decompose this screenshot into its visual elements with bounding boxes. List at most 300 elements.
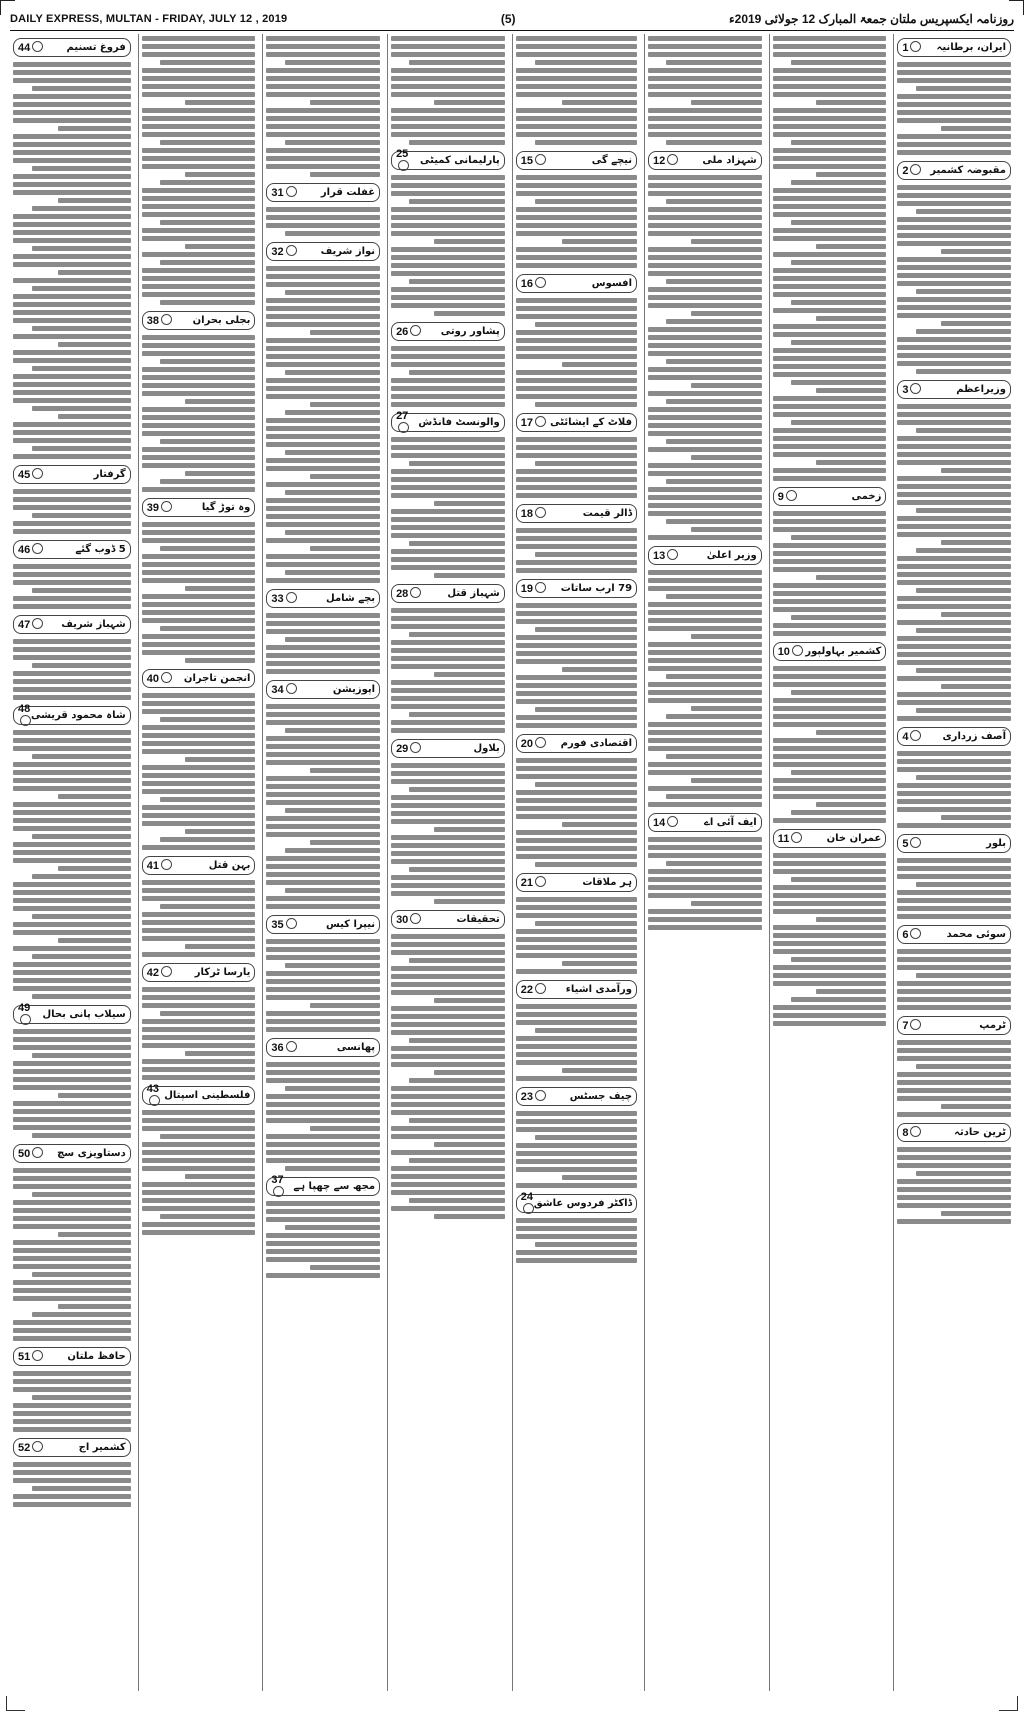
text-line <box>142 888 256 893</box>
text-line <box>773 925 887 930</box>
text-line <box>32 1133 131 1138</box>
text-line <box>13 986 131 991</box>
story-title: چیف جسٹس <box>569 1091 633 1102</box>
text-line <box>391 1022 505 1027</box>
text-line <box>773 519 887 524</box>
text-line <box>773 786 887 791</box>
text-line <box>391 378 505 383</box>
text-line <box>516 659 637 664</box>
text-line <box>434 1142 504 1147</box>
text-line <box>516 445 637 450</box>
story-title: ایران، برطانیہ <box>936 42 1006 53</box>
text-line <box>266 955 380 960</box>
text-line <box>32 914 131 919</box>
text-line <box>266 538 380 543</box>
text-line <box>142 1206 256 1211</box>
text-line <box>142 423 256 428</box>
text-line <box>897 313 1011 318</box>
text-line <box>391 346 505 351</box>
story-number: 48 <box>18 703 31 728</box>
story-body-text <box>897 749 1011 828</box>
text-line <box>897 604 1011 609</box>
text-line <box>666 714 761 719</box>
text-line <box>13 1328 131 1333</box>
text-line <box>897 353 1011 358</box>
text-line <box>13 695 131 700</box>
text-line <box>648 746 762 751</box>
text-line <box>516 394 637 399</box>
text-line <box>13 1502 131 1507</box>
text-line <box>13 142 131 147</box>
text-line <box>648 415 762 420</box>
text-line <box>13 1125 131 1130</box>
news-story <box>391 410 505 578</box>
text-line <box>773 869 887 874</box>
text-line <box>535 921 637 926</box>
text-line <box>58 126 131 131</box>
text-line <box>516 758 637 763</box>
text-line <box>266 736 380 741</box>
text-line <box>391 1006 505 1011</box>
text-line <box>666 399 761 404</box>
text-line <box>13 1037 131 1042</box>
text-line <box>897 500 1011 505</box>
text-line <box>516 1127 637 1132</box>
text-line <box>266 418 380 423</box>
text-line <box>516 370 637 375</box>
text-line <box>666 199 761 204</box>
story-title: وزیراعظم <box>956 384 1006 395</box>
text-line <box>32 286 131 291</box>
story-body-text <box>897 60 1011 155</box>
text-line <box>266 386 380 391</box>
text-line <box>516 1258 637 1263</box>
story-body-text <box>516 435 637 498</box>
story-number: 34 <box>271 683 296 696</box>
text-line <box>266 1102 380 1107</box>
text-line <box>516 108 637 113</box>
text-line <box>13 262 131 267</box>
text-line <box>516 528 637 533</box>
text-line <box>516 1159 637 1164</box>
news-story <box>516 579 637 728</box>
text-line <box>897 476 1011 481</box>
text-line <box>773 738 887 743</box>
text-line <box>13 1462 131 1467</box>
story-number: 25 <box>396 148 420 173</box>
text-line <box>773 901 887 906</box>
text-line <box>142 292 256 297</box>
text-line <box>897 1072 1011 1077</box>
text-line <box>142 391 256 396</box>
text-line <box>13 505 131 510</box>
text-line <box>516 798 637 803</box>
text-line <box>285 140 380 145</box>
text-line <box>648 535 762 540</box>
story-title: آصف زرداری <box>942 731 1006 742</box>
text-line <box>516 937 637 942</box>
text-line <box>160 300 255 305</box>
text-line <box>516 1218 637 1223</box>
text-line <box>285 570 380 575</box>
text-line <box>142 987 256 992</box>
text-line <box>516 651 637 656</box>
text-line <box>897 134 1011 139</box>
story-title: تحقیقات <box>456 914 500 925</box>
text-line <box>409 199 504 204</box>
news-story <box>142 1083 256 1235</box>
news-story <box>266 680 380 909</box>
text-line <box>648 271 762 276</box>
text-line <box>391 191 505 196</box>
story-number: 5 <box>902 837 921 850</box>
text-line <box>142 1182 256 1187</box>
text-line <box>142 618 256 623</box>
text-line <box>916 973 1011 978</box>
text-line <box>535 199 637 204</box>
text-line <box>409 1158 504 1163</box>
story-heading-box <box>266 1174 380 1196</box>
text-line <box>142 463 256 468</box>
story-heading-box <box>516 151 637 170</box>
text-line <box>897 225 1011 230</box>
text-line <box>391 990 505 995</box>
text-line <box>266 148 380 153</box>
story-body-text <box>773 509 887 636</box>
text-line <box>266 1273 380 1278</box>
text-line <box>32 1312 131 1317</box>
text-line <box>13 70 131 75</box>
text-line <box>58 270 131 275</box>
text-line <box>13 1478 131 1483</box>
text-line <box>142 538 256 543</box>
text-line <box>266 744 380 749</box>
text-line <box>897 823 1011 828</box>
story-heading-box <box>13 703 131 725</box>
text-line <box>391 485 505 490</box>
text-line <box>391 966 505 971</box>
text-line <box>916 775 1011 780</box>
story-body-text <box>897 183 1011 374</box>
text-line <box>32 326 131 331</box>
text-line <box>791 810 886 815</box>
text-line <box>13 134 131 139</box>
story-body-text <box>897 856 1011 919</box>
story-body-text <box>773 34 887 481</box>
text-line <box>266 354 380 359</box>
text-line <box>516 683 637 688</box>
text-line <box>391 942 505 947</box>
text-line <box>648 223 762 228</box>
text-line <box>13 850 131 855</box>
text-line <box>142 773 256 778</box>
text-line <box>409 1078 504 1083</box>
text-line <box>562 1175 637 1180</box>
story-body-text <box>648 34 762 145</box>
text-line <box>13 1109 131 1114</box>
text-line <box>13 1216 131 1221</box>
text-line <box>13 1379 131 1384</box>
story-body-text <box>266 34 380 177</box>
text-line <box>516 715 637 720</box>
story-heading-box <box>897 834 1011 853</box>
text-line <box>773 754 887 759</box>
story-heading-box <box>13 540 131 559</box>
text-line <box>535 1135 637 1140</box>
text-line <box>816 460 886 465</box>
text-line <box>185 244 255 249</box>
text-line <box>666 279 761 284</box>
text-line <box>391 52 505 57</box>
text-line <box>648 917 762 922</box>
story-title: دستاویزی سچ <box>57 1148 126 1159</box>
text-line <box>142 634 256 639</box>
text-line <box>310 474 380 479</box>
text-line <box>897 700 1011 705</box>
story-number: 43 <box>147 1083 164 1108</box>
text-line <box>391 557 505 562</box>
text-line <box>648 690 762 695</box>
text-line <box>13 679 131 684</box>
story-heading-box <box>516 734 637 753</box>
text-line <box>897 201 1011 206</box>
text-line <box>160 1011 255 1016</box>
story-heading-box <box>266 680 380 699</box>
text-line <box>897 997 1011 1002</box>
text-line <box>266 76 380 81</box>
text-line <box>648 602 762 607</box>
text-line <box>13 294 131 299</box>
text-line <box>160 220 255 225</box>
text-line <box>266 880 380 885</box>
text-line <box>142 813 256 818</box>
text-line <box>916 289 1011 294</box>
text-line <box>773 818 887 823</box>
text-line <box>773 452 887 457</box>
text-line <box>897 110 1011 115</box>
text-line <box>13 882 131 887</box>
text-line <box>391 803 505 808</box>
text-line <box>516 1151 637 1156</box>
text-line <box>391 84 505 89</box>
text-line <box>773 228 887 233</box>
news-column <box>893 34 1014 1691</box>
text-line <box>266 338 380 343</box>
text-line <box>13 102 131 107</box>
text-line <box>648 869 762 874</box>
text-line <box>142 351 256 356</box>
text-line <box>434 827 504 832</box>
news-story <box>266 1174 380 1278</box>
text-line <box>310 1126 380 1131</box>
text-line <box>916 86 1011 91</box>
text-line <box>13 1045 131 1050</box>
text-line <box>13 1168 131 1173</box>
text-line <box>142 741 256 746</box>
text-line <box>941 249 1011 254</box>
text-line <box>773 132 887 137</box>
text-line <box>266 661 380 666</box>
text-line <box>773 356 887 361</box>
text-line <box>773 156 887 161</box>
news-story <box>516 151 637 268</box>
text-line <box>791 140 886 145</box>
text-line <box>391 1174 505 1179</box>
story-heading-box <box>13 1144 131 1163</box>
story-number: 26 <box>396 325 421 338</box>
text-line <box>648 423 762 428</box>
text-line <box>648 76 762 81</box>
text-line <box>391 1086 505 1091</box>
text-line <box>142 928 256 933</box>
text-line <box>285 808 380 813</box>
text-line <box>266 712 380 717</box>
story-title: شہباز شریف <box>61 619 126 630</box>
text-line <box>160 1214 255 1219</box>
news-story <box>13 38 131 459</box>
text-line <box>266 116 380 121</box>
text-line <box>142 1110 256 1115</box>
story-title: ڈاکٹر فردوس عاشق <box>533 1198 633 1209</box>
story-number: 9 <box>778 490 797 503</box>
text-line <box>897 305 1011 310</box>
text-line <box>791 997 886 1002</box>
text-line <box>13 521 131 526</box>
news-story <box>13 615 131 700</box>
story-heading-box <box>391 410 505 432</box>
text-line <box>773 44 887 49</box>
text-line <box>648 786 762 791</box>
text-line <box>142 276 256 281</box>
text-line <box>391 92 505 97</box>
text-line <box>773 682 887 687</box>
text-line <box>409 1198 504 1203</box>
story-title: پشاور روتی <box>440 326 500 337</box>
text-line <box>13 302 131 307</box>
text-line <box>391 493 505 498</box>
text-line <box>266 506 380 511</box>
news-column <box>10 34 134 1691</box>
text-line <box>897 297 1011 302</box>
text-line <box>516 36 637 41</box>
text-line <box>391 132 505 137</box>
news-story <box>142 34 256 305</box>
text-line <box>409 632 504 637</box>
story-heading-box <box>897 38 1011 57</box>
text-line <box>791 770 886 775</box>
text-line <box>897 1163 1011 1168</box>
text-line <box>391 207 505 212</box>
text-line <box>266 514 380 519</box>
text-line <box>58 198 131 203</box>
text-line <box>648 92 762 97</box>
story-number: 40 <box>147 672 172 685</box>
text-line <box>13 1470 131 1475</box>
story-heading-box <box>897 380 1011 399</box>
text-line <box>142 725 256 730</box>
text-line <box>648 295 762 300</box>
story-heading-box <box>391 910 505 929</box>
story-heading-box <box>516 579 637 598</box>
story-number: 46 <box>18 543 43 556</box>
text-line <box>516 124 637 129</box>
text-line <box>13 1176 131 1181</box>
text-line <box>266 1201 380 1206</box>
news-story <box>516 274 637 407</box>
text-line <box>266 784 380 789</box>
text-line <box>773 276 887 281</box>
text-line <box>13 1085 131 1090</box>
text-line <box>142 554 256 559</box>
text-line <box>516 1183 637 1188</box>
text-line <box>941 126 1011 131</box>
text-line <box>516 191 637 196</box>
news-story <box>142 498 256 663</box>
text-line <box>391 402 505 407</box>
text-line <box>516 1234 637 1239</box>
text-line <box>916 369 1011 374</box>
story-number: 18 <box>521 507 546 520</box>
text-line <box>13 730 131 735</box>
text-line <box>648 698 762 703</box>
text-line <box>142 212 256 217</box>
text-line <box>773 794 887 799</box>
story-heading-box <box>516 980 637 999</box>
text-line <box>13 572 131 577</box>
text-line <box>691 311 761 316</box>
story-title: غفلت قرار <box>320 187 376 198</box>
text-line <box>897 233 1011 238</box>
story-heading-box <box>391 148 505 170</box>
text-line <box>142 578 256 583</box>
text-line <box>535 862 637 867</box>
text-line <box>13 1336 131 1341</box>
story-heading-box <box>897 1123 1011 1142</box>
text-line <box>648 391 762 396</box>
text-line <box>691 778 761 783</box>
text-line <box>773 965 887 970</box>
story-number: 33 <box>271 592 296 605</box>
news-story <box>516 413 637 498</box>
text-line <box>13 422 131 427</box>
text-line <box>666 754 761 759</box>
text-line <box>897 273 1011 278</box>
text-line <box>897 142 1011 147</box>
text-line <box>142 431 256 436</box>
text-line <box>391 565 505 570</box>
text-line <box>897 492 1011 497</box>
story-title: بلور <box>986 838 1006 849</box>
text-line <box>516 1020 637 1025</box>
text-line <box>391 445 505 450</box>
text-line <box>773 949 887 954</box>
news-story <box>516 504 637 573</box>
text-line <box>266 947 380 952</box>
text-line <box>516 493 637 498</box>
story-body-text <box>391 435 505 578</box>
text-line <box>142 92 256 97</box>
text-line <box>516 814 637 819</box>
text-line <box>160 140 255 145</box>
text-line <box>32 1395 131 1400</box>
text-line <box>32 1486 131 1491</box>
text-line <box>816 989 886 994</box>
story-body-text <box>648 173 762 540</box>
text-line <box>516 969 637 974</box>
text-line <box>266 266 380 271</box>
text-line <box>266 156 380 161</box>
text-line <box>897 791 1011 796</box>
